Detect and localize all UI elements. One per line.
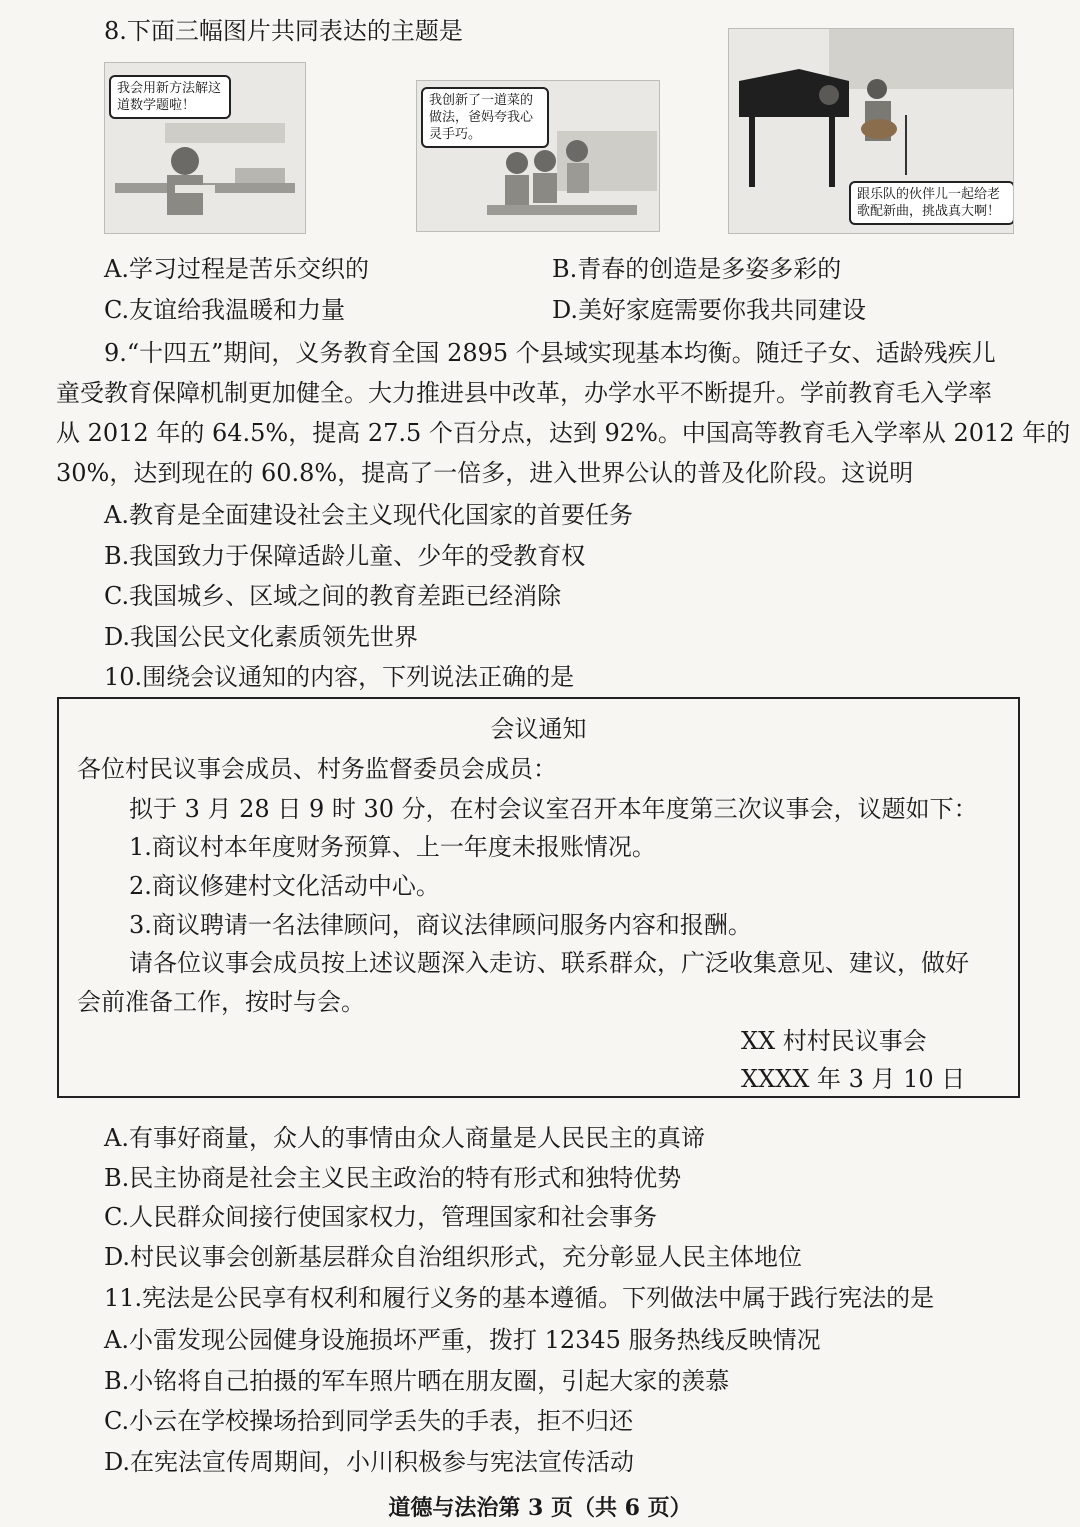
q8-option-a: A.学习过程是苦乐交织的 (104, 255, 369, 283)
page-footer: 道德与法治第 3 页（共 6 页） (388, 1495, 692, 1521)
notice-date: XXXX 年 3 月 10 日 (741, 1065, 966, 1093)
q11-option-a: A.小雷发现公园健身设施损坏严重，拨打 12345 服务热线反映情况 (104, 1326, 821, 1354)
q9-option-a: A.教育是全面建设社会主义现代化国家的首要任务 (104, 501, 633, 529)
q9-line-2: 童受教育保障机制更加健全。大力推进县中改革，办学水平不断提升。学前教育毛入学率 (56, 379, 992, 407)
notice-request-1: 请各位议事会成员按上述议题深入走访、联系群众，广泛收集意见、建议，做好 (129, 949, 969, 977)
q9-line-4: 30%，达到现在的 60.8%，提高了一倍多，进入世界公认的普及化阶段。这说明 (56, 459, 914, 487)
meeting-notice-box (57, 697, 1020, 1098)
notice-salutation: 各位村民议事会成员、村务监督委员会成员： (77, 755, 557, 783)
notice-item-2: 2.商议修建村文化活动中心。 (129, 872, 440, 900)
q10-option-b: B.民主协商是社会主义民主政治的特有形式和独特优势 (104, 1164, 682, 1192)
q9-line-1: 9.“十四五”期间，义务教育全国 2895 个县域实现基本均衡。随迁子女、适龄残疾儿 (104, 339, 996, 367)
notice-signer: XX 村村民议事会 (741, 1027, 927, 1055)
q8-illustration-3 (728, 28, 1014, 234)
notice-title: 会议通知 (490, 715, 587, 743)
q8-illustration-2 (416, 80, 660, 232)
q10-option-c: C.人民群众间接行使国家权力，管理国家和社会事务 (104, 1203, 658, 1231)
q10-stem: 10.围绕会议通知的内容，下列说法正确的是 (104, 663, 575, 691)
notice-item-1: 1.商议村本年度财务预算、上一年度未报账情况。 (129, 833, 656, 861)
q11-option-c: C.小云在学校操场拾到同学丢失的手表，拒不归还 (104, 1407, 634, 1435)
notice-request-2: 会前准备工作，按时与会。 (77, 988, 365, 1016)
q9-line-3: 从 2012 年的 64.5%，提高 27.5 个百分点，达到 92%。中国高等教育毛入学率从 2012 年的 (56, 419, 1071, 447)
q9-option-c: C.我国城乡、区域之间的教育差距已经消除 (104, 582, 562, 610)
q8-bubble-2: 我创新了一道菜的做法，爸妈夸我心灵手巧。 (421, 87, 549, 148)
q8-bubble-3: 跟乐队的伙伴儿一起给老歌配新曲，挑战真大啊！ (849, 181, 1014, 225)
q8-option-c: C.友谊给我温暖和力量 (104, 296, 346, 324)
q9-option-d: D.我国公民文化素质领先世界 (104, 623, 419, 651)
notice-intro: 拟于 3 月 28 日 9 时 30 分，在村会议室召开本年度第三次议事会，议题如下： (129, 795, 978, 823)
q10-option-d: D.村民议事会创新基层群众自治组织形式，充分彰显人民主体地位 (104, 1243, 803, 1271)
q11-option-b: B.小铭将自己拍摄的军车照片晒在朋友圈，引起大家的羡慕 (104, 1367, 730, 1395)
q9-option-b: B.我国致力于保障适龄儿童、少年的受教育权 (104, 542, 586, 570)
q10-option-a: A.有事好商量，众人的事情由众人商量是人民民主的真谛 (104, 1124, 705, 1152)
q11-stem: 11.宪法是公民享有权利和履行义务的基本遵循。下列做法中属于践行宪法的是 (104, 1284, 935, 1312)
q8-option-b: B.青春的创造是多姿多彩的 (552, 255, 842, 283)
q8-stem: 8.下面三幅图片共同表达的主题是 (104, 17, 463, 45)
q8-bubble-1: 我会用新方法解这道数学题啦！ (109, 75, 231, 119)
notice-item-3: 3.商议聘请一名法律顾问，商议法律顾问服务内容和报酬。 (129, 911, 752, 939)
q8-illustration-1 (104, 62, 306, 234)
q11-option-d: D.在宪法宣传周期间，小川积极参与宪法宣传活动 (104, 1448, 635, 1476)
q8-option-d: D.美好家庭需要你我共同建设 (552, 296, 867, 324)
